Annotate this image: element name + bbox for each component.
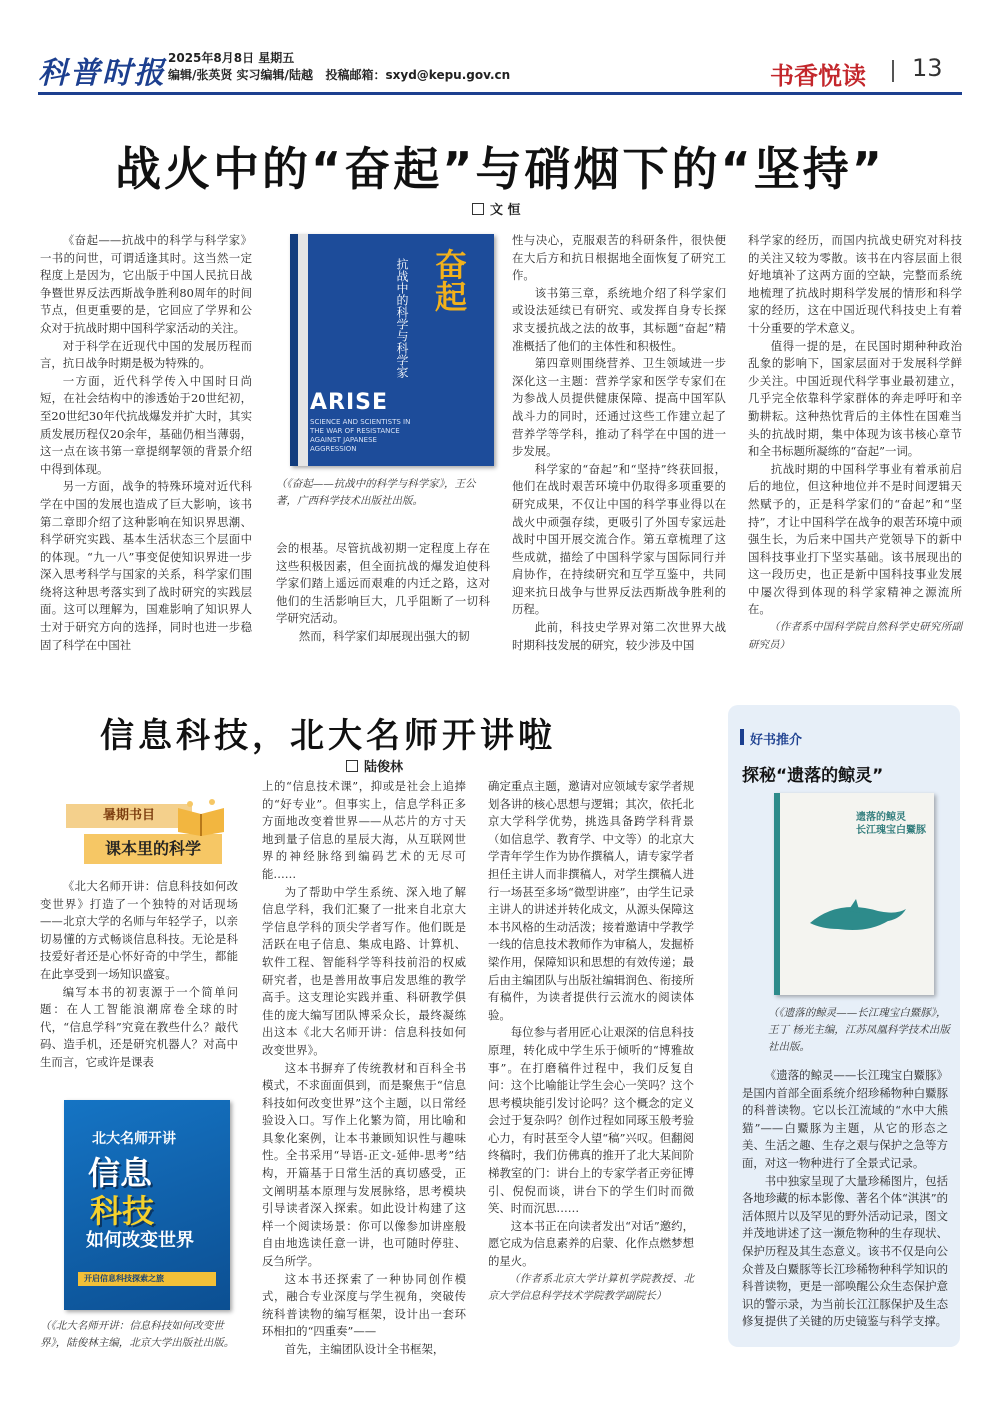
- paragraph: 该书第三章，系统地介绍了科学家们或设法延续已有研究、或发挥自身专长探求支援抗战之法的故事，其标题“奋起”精准概括了他们的主体性和积极性。: [512, 285, 726, 353]
- summer-reading-tag: [58, 800, 228, 870]
- book3-title: 遗落的鲸灵: [856, 812, 906, 823]
- book-series: 北大名师开讲: [92, 1131, 176, 1147]
- paragraph: 另一方面，战争的特殊环境对近代科学在中国的发展也造成了巨大影响，该书第二章即介绍了这种影响在知识界思潮、科学研究实践、基本生活状态三个层面中的体现。“九一八”事变促使知识界进一步深入思考科学与国家的关系，科学家们围绕将这种思考落实到了战时研究的实践层面。这可以理解为，国难影响了知识界人士对于研究方向的选择，同时也进一步稳固了科学在中国社: [40, 479, 252, 652]
- article1-author: 文 恒: [490, 203, 521, 218]
- paragraph: 对于科学在近现代中国的发展历程而言，抗日战争时期是极为特殊的。: [40, 338, 252, 371]
- paragraph: 《北大名师开讲：信息科技如何改变世界》打造了一个独特的对话现场——北京大学的名师与年轻学子，以亲切易懂的方式畅谈信息科技。无论是科技爱好者还是心怀好奇的中学生，都能在此享受到一场知识盛宴。: [40, 879, 238, 981]
- paragraph: 这本书还探索了一种协同创作模式，融合专业深度与学生视角，突破传统科普读物的编写框架，设计出一套环环相扣的“四重奏”——: [262, 1271, 466, 1339]
- byline-box-icon: [472, 203, 484, 215]
- book-cover-title: 奋起: [430, 248, 468, 312]
- dolphin-icon: [808, 889, 908, 945]
- article1-col4: [748, 232, 962, 654]
- section-name: 书香悦读: [770, 62, 866, 90]
- newspaper-logo: 科普时报: [38, 56, 166, 91]
- paragraph: 抗战时期的中国科学事业有着承前启后的地位，但这种地位并不是时间逻辑天然赋予的，正是科学家们的“奋起”和“坚持”，才让中国科学在战争的艰苦环境中顽强生长，为后来中国共产党领导下的新中国科技事业打下坚实基础。该书展现出的这一段历史，也正是新中国科技事业发展中屡次得到体现的科学家精神之源流所在。: [748, 461, 962, 617]
- paragraph: 会的根基。尽管抗战初期一定程度上存在这些积极因素，但全面抗战的爆发迫使科学家们踏上遥远而艰难的内迁之路，这对他们的生活影响巨大，几乎阻断了一切科学研究活动。: [276, 541, 490, 626]
- book-cover-info-tech: [64, 1100, 230, 1310]
- paragraph: 一方面，近代科学传入中国时日尚短，在社会结构中的渗透始于20世纪初，至20世纪30年代抗战爆发并扩大时，其实质发展历程仅20余年，基础仍相当薄弱，这一点在该书第一章提纲挈领的背景介绍中得到体现。: [40, 373, 252, 476]
- paragraph: 第四章则围绕营养、卫生领域进一步深化这一主题：营养学家和医学专家们在为参战人员提供健康保障、提高中国军队战斗力的同时，还通过这些工作建立起了营养学等学科，推动了科学在中国的进一步发展。: [512, 356, 726, 459]
- article1-title: 战火中的“奋起”与硝烟下的“坚持”: [115, 142, 885, 196]
- article2-author: 陆俊林: [364, 760, 404, 775]
- book-cover-en-title: ARISE: [310, 390, 389, 415]
- submission-email: 投稿邮箱：sxyd@kepu.gov.cn: [325, 68, 511, 82]
- article2-col2: [262, 778, 466, 1359]
- book-cover-en-subtitle: SCIENCE AND SCIENTISTS IN THE WAR OF RESISTANCE AGAINST JAPANESE AGGRESSION: [310, 418, 411, 453]
- book-title-line2: 科技: [90, 1192, 155, 1230]
- article2-signature: （作者系北京大学计算机学院教授、北京大学信息科学技术学院教学副院长）: [488, 1272, 694, 1303]
- book-cover-subtitle: 抗战中的科学与科学家: [395, 258, 409, 378]
- issue-date: 2025年8月8日 星期五: [168, 51, 295, 65]
- paragraph: 编写本书的初衷源于一个简单问题：在人工智能浪潮席卷全球的时代，“信息学科”究竟在教些什么？敲代码、造手机，还是研究机器人？对高中生而言，它或许是课表: [40, 984, 238, 1069]
- tag-small-label: 暑期书目: [66, 804, 192, 828]
- article1-book-caption: （《奋起——抗战中的科学与科学家》，王公著，广西科学技术出版社出版。: [276, 478, 476, 507]
- paragraph: 这本书正在向读者发出“对话”邀约，愿它成为信息素养的启蒙、化作点燃梦想的星火。: [488, 1218, 694, 1269]
- paragraph: 《遗落的鲸灵——长江瑰宝白鱀豚》是国内首部全面系统介绍珍稀物种白鱀豚的科普读物。它以长江流域的“水中大熊猫”——白鱀豚为主题，从它的形态之美、生活之趣、生存之艰与保护之急等方面，对这一物种进行了全景式记录。: [742, 1068, 948, 1170]
- paragraph: 然而，科学家们却展现出强大的韧: [298, 628, 470, 643]
- paragraph: 这本书摒弃了传统教材和百科全书模式，不求面面俱到，而是聚焦于“信息科技如何改变世界”这个主题，以日常经验设入口。写作上化繁为简，用比喻和具象化案例，让本书兼顾知识性与趣味性。全书采用“导语-正文-延伸-思考”结构，开篇基于日常生活的真切感受，正文阐明基本原理与发展脉络，思考模块引导读者深入探索。如此设计构建了这样一个阅读场景：你可以像参加讲座般自由地选读任意一讲，也可随时停驻、反刍所学。: [262, 1060, 466, 1269]
- book-title-line3: 如何改变世界: [86, 1230, 194, 1251]
- masthead-meta: [168, 50, 510, 84]
- section-divider: [892, 60, 894, 82]
- paragraph: 上的“信息技术课”，抑或是社会上追捧的“好专业”。但事实上，信息学科正多方面地改变着世界——从芯片的方寸天地到量子信息的星辰大海，从互联网世界的神经脉络到编码艺术的无尽可能……: [262, 779, 466, 881]
- paragraph: 每位参与者用匠心让艰深的信息科技原理，转化成中学生乐于倾听的“博雅故事”。在打磨稿件过程中，我们反复自问：这个比喻能让学生会心一笑吗？这个思考模块能引发讨论吗？这个概念的定义会过于复杂吗？创作过程如同琢玉般考验心力，有时甚至令人望“稿”兴叹。但翻阅终稿时，我们仿佛真的推开了北大某间阶梯教室的门：讲台上的专家学者正旁征博引、倪倪而谈，讲台下的学生们时而微笑、时而沉思……: [488, 1025, 694, 1216]
- article2-col3: [488, 778, 694, 1306]
- book-title-line1: 信息: [88, 1154, 153, 1192]
- masthead-rule: [38, 92, 962, 95]
- book-cover-baiji: [774, 793, 934, 995]
- article1-col2: [276, 540, 490, 646]
- editors: 编辑/张英贤 实习编辑/陆越: [168, 68, 313, 82]
- article2-title: 信息科技，北大名师开讲啦: [100, 716, 556, 756]
- byline-box-icon: [346, 760, 358, 772]
- recommend-book-caption: （《遗落的鲸灵——长江瑰宝白鱀豚》，王丁 杨光主编，江苏凤凰科学技术出版社出版。: [768, 1007, 950, 1053]
- recommend-tag: 好书推介: [750, 733, 803, 748]
- tag-main-label: 课本里的科学: [84, 834, 222, 864]
- paragraph: 首先，主编团队设计全书框架，: [284, 1342, 445, 1356]
- article1-col3: [512, 232, 726, 654]
- recommend-body: [742, 1067, 948, 1331]
- article2-col1: [40, 878, 238, 1072]
- book-recommendation-panel: [728, 705, 960, 1347]
- page-number: 13: [912, 54, 943, 82]
- paragraph: 确定重点主题，邀请对应领域专家学者规划各讲的核心思想与逻辑；其次，依托北京大学科学优势，挑选具备跨学科背景（如信息学、教育学、中文等）的北京大学青年学生作为协作撰稿人，请专家学者担任主讲人而非撰稿人，对学生撰稿人进行一场甚至多场“微型讲座”，由学生记录主讲人的讲述并转化成文，从源头保障这本书风格的生动活泼；接着邀请中学教学一线的信息技术教师作为审稿人，发掘桥梁作用，保障知识和思想的有效传递；最后由主编团队与出版社编辑润色、衔接所有稿件，为读者提供行云流水的阅读体验。: [488, 779, 694, 1022]
- paragraph: 科学家的“奋起”和“坚持”终获回报，他们在战时艰苦环境中仍取得多项重要的研究成果，不仅让中国的科学事业得以在战火中顽强存续，更吸引了外国专家远赴战时中国开展交流合作。第五章梳理了这些成就，描绘了中国科学家与国际同行并肩协作，在持续研究和互学互鉴中，共同迎来抗日战争与世界反法西斯战争胜利的历程。: [512, 461, 726, 617]
- book3-subtitle: 长江瑰宝白鱀豚: [856, 825, 926, 836]
- paragraph: 为了帮助中学生系统、深入地了解信息学科，我们汇聚了一批来自北京大学信息学科的顶尖学者写作。他们既是活跃在电子信息、集成电路、计算机、软件工程、智能科学等科技前沿的权威研究者，也是善用故事启发思维的教学高手。这支理论实践并重、科研教学俱佳的庞大编写团队博采众长，最终凝练出这本《北大名师开讲：信息科技如何改变世界》。: [262, 884, 466, 1057]
- article1-col1: [40, 232, 252, 654]
- article1-signature: （作者系中国科学院自然科学史研究所副研究员）: [748, 621, 962, 651]
- paragraph: 科学家的经历，而国内抗战史研究对科技的关注又较为零散。该书在内容层面上很好地填补了这两方面的空缺，完整而系统地梳理了抗战时期科学发展的情形和科学家的经历，这在中国近现代科技史上有着十分重要的学术意义。: [748, 233, 962, 335]
- paragraph: 性与决心，克服艰苦的科研条件，很快便在大后方和抗日根据地全面恢复了研究工作。: [512, 233, 726, 283]
- paragraph: 书中独家呈现了大量珍稀图片，包括各地珍藏的标本影像、著名个体“淇淇”的活体照片以及罕见的野外活动记录，图文并茂地讲述了这一濒危物种的生存现状、保护历程及其生态意义。该书不仅是向公众普及白鱀豚等长江珍稀物种科学知识的科普读物，更是一部唤醒公众生态保护意识的警示录，为当前长江江豚保护及生态修复提供了关键的历史镜鉴与科学支撑。: [742, 1173, 948, 1329]
- paragraph: 《奋起——抗战中的科学与科学家》一书的问世，可谓适逢其时。这当然一定程度上是因为，它出版于中国人民抗日战争暨世界反法西斯战争胜利80周年的时间节点，但更重要的是，它回应了学界和公众对于抗战时期中国科学家活动的关注。: [40, 233, 252, 335]
- paragraph: 值得一提的是，在民国时期种种政治乱象的影响下，国家层面对于发展科学鲜少关注。中国近现代科学事业最初建立，几乎完全依靠科学家群体的奔走呼吁和辛勤耕耘。这种热忱背后的主体性在国难当头的抗战时期，集中体现为该书核心章节和全书标题所凝练的“奋起”一词。: [748, 338, 962, 459]
- book-cover-arise: [290, 234, 494, 466]
- book-band-text: 开启信息科技探索之旅: [84, 1274, 164, 1283]
- article2-book-caption: （《北大名师开讲：信息科技如何改变世界》，陆俊林主编，北京大学出版社出版。: [40, 1320, 235, 1349]
- open-book-icon: [176, 798, 226, 836]
- article1-byline: [472, 199, 521, 218]
- paragraph: 此前，科技史学界对第二次世界大战时期科技发展的研究，较少涉及中国: [512, 620, 726, 652]
- recommend-title: 探秘“遗落的鲸灵”: [742, 766, 884, 786]
- article2-byline: [346, 756, 403, 775]
